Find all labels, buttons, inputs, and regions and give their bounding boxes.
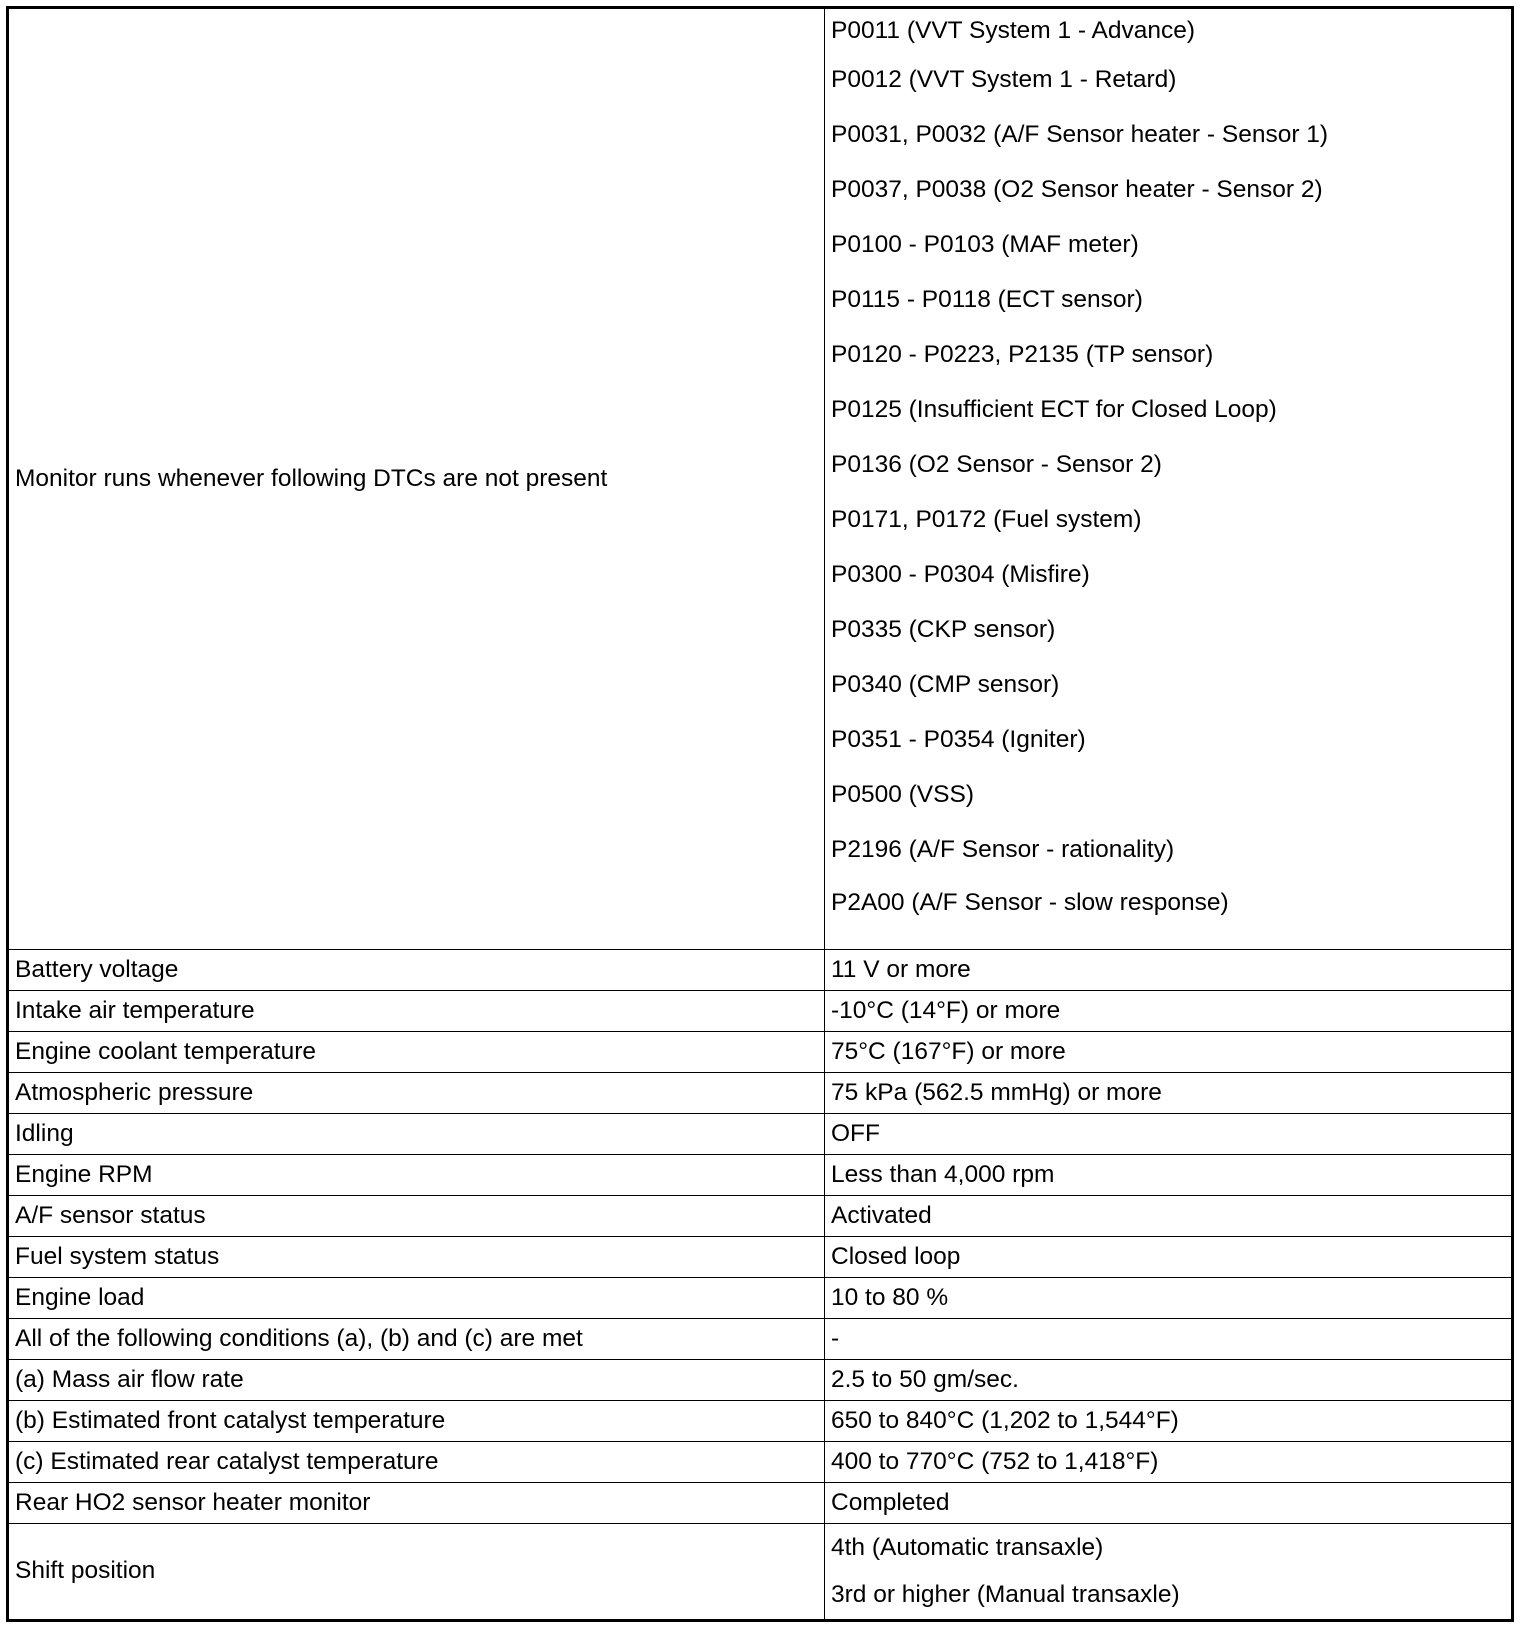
condition-label: A/F sensor status [8, 1196, 825, 1237]
condition-value: Completed [825, 1483, 1513, 1524]
dtc-list-item: P2196 (A/F Sensor - rationality) [831, 836, 1175, 864]
table-row-intake-air-temperature [8, 991, 1513, 1032]
condition-label: (b) Estimated front catalyst temperature [8, 1401, 825, 1442]
dtc-list-item: P2A00 (A/F Sensor - slow response) [831, 888, 1229, 916]
dtc-list-item: P0100 - P0103 (MAF meter) [831, 231, 1139, 259]
condition-value: Activated [825, 1196, 1513, 1237]
table-row-rear-catalyst-temperature [8, 1442, 1513, 1483]
table-row-af-sensor-status [8, 1196, 1513, 1237]
dtc-list-item: P0120 - P0223, P2135 (TP sensor) [831, 341, 1214, 369]
condition-value: 11 V or more [825, 950, 1513, 991]
dtc-condition-label: Monitor runs whenever following DTCs are not present [8, 8, 825, 950]
condition-label: Rear HO2 sensor heater monitor [8, 1483, 825, 1524]
dtc-list-item: P0500 (VSS) [831, 781, 974, 809]
table-row-fuel-system-status [8, 1237, 1513, 1278]
condition-value: 2.5 to 50 gm/sec. [825, 1360, 1513, 1401]
dtc-list-item: P0340 (CMP sensor) [831, 671, 1060, 699]
condition-label: Engine coolant temperature [8, 1032, 825, 1073]
dtc-list-item: P0037, P0038 (O2 Sensor heater - Sensor 2) [831, 176, 1323, 204]
table-row-rear-ho2-heater-monitor [8, 1483, 1513, 1524]
shift-position-item: 3rd or higher (Manual transaxle) [831, 1580, 1180, 1608]
condition-label: Engine RPM [8, 1155, 825, 1196]
condition-label: Fuel system status [8, 1237, 825, 1278]
table-row-idling [8, 1114, 1513, 1155]
condition-value: 75 kPa (562.5 mmHg) or more [825, 1073, 1513, 1114]
dtc-list-item: P0125 (Insufficient ECT for Closed Loop) [831, 396, 1277, 424]
condition-value: Less than 4,000 rpm [825, 1155, 1513, 1196]
condition-label: (c) Estimated rear catalyst temperature [8, 1442, 825, 1483]
condition-label: Intake air temperature [8, 991, 825, 1032]
dtc-list-item: P0012 (VVT System 1 - Retard) [831, 66, 1177, 94]
table-row-engine-rpm [8, 1155, 1513, 1196]
condition-label: Shift position [8, 1524, 825, 1621]
condition-value: - [825, 1319, 1513, 1360]
condition-value: Closed loop [825, 1237, 1513, 1278]
condition-value: -10°C (14°F) or more [825, 991, 1513, 1032]
shift-position-item: 4th (Automatic transaxle) [831, 1533, 1104, 1561]
table-row-shift-position [8, 1524, 1513, 1621]
table-row-engine-coolant-temperature [8, 1032, 1513, 1073]
condition-value: 400 to 770°C (752 to 1,418°F) [825, 1442, 1513, 1483]
dtc-list-item: P0335 (CKP sensor) [831, 616, 1056, 644]
condition-value: 10 to 80 % [825, 1278, 1513, 1319]
dtc-list-item: P0300 - P0304 (Misfire) [831, 561, 1090, 589]
conditions-table [6, 6, 1514, 1622]
condition-label: Atmospheric pressure [8, 1073, 825, 1114]
dtc-list-cell [825, 8, 1513, 950]
condition-label: Battery voltage [8, 950, 825, 991]
dtc-list-item: P0031, P0032 (A/F Sensor heater - Sensor 1) [831, 121, 1329, 149]
condition-label: Engine load [8, 1278, 825, 1319]
table-row-engine-load [8, 1278, 1513, 1319]
condition-label: Idling [8, 1114, 825, 1155]
table-row-dtc-conditions [8, 8, 1513, 950]
table-row-all-conditions [8, 1319, 1513, 1360]
condition-value: OFF [825, 1114, 1513, 1155]
condition-value: 650 to 840°C (1,202 to 1,544°F) [825, 1401, 1513, 1442]
dtc-list-item: P0171, P0172 (Fuel system) [831, 506, 1142, 534]
table-row-atmospheric-pressure [8, 1073, 1513, 1114]
dtc-list-item: P0115 - P0118 (ECT sensor) [831, 286, 1143, 314]
table-row-front-catalyst-temperature [8, 1401, 1513, 1442]
condition-label: (a) Mass air flow rate [8, 1360, 825, 1401]
dtc-list-item: P0136 (O2 Sensor - Sensor 2) [831, 451, 1162, 479]
condition-value: 75°C (167°F) or more [825, 1032, 1513, 1073]
table-row-mass-air-flow-rate [8, 1360, 1513, 1401]
shift-position-cell [825, 1524, 1513, 1621]
table-row-battery-voltage [8, 950, 1513, 991]
condition-label: All of the following conditions (a), (b) and (c) are met [8, 1319, 825, 1360]
dtc-list-item: P0011 (VVT System 1 - Advance) [831, 16, 1196, 44]
dtc-list-item: P0351 - P0354 (Igniter) [831, 726, 1086, 754]
